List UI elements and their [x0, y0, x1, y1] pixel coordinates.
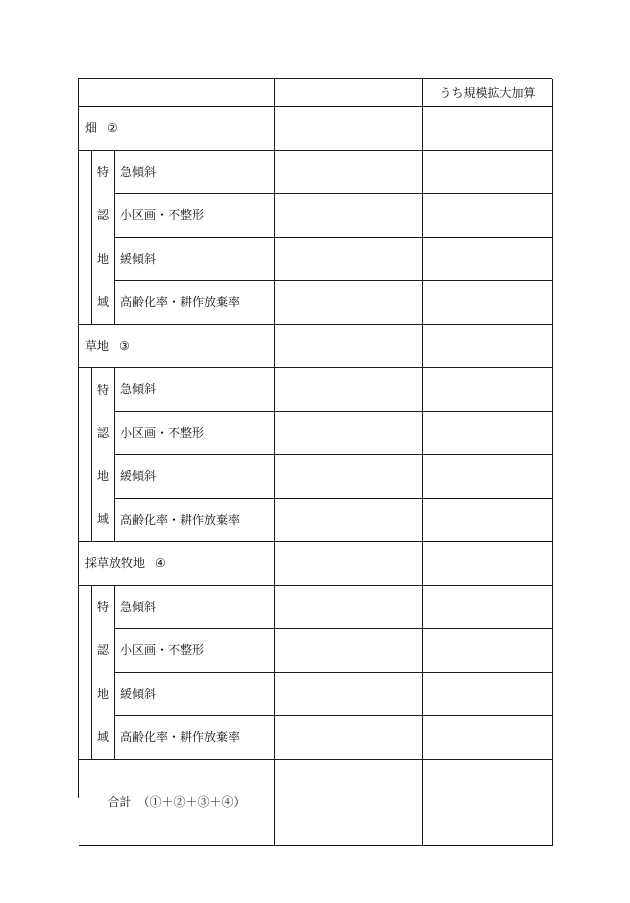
expansion-cell [423, 586, 553, 630]
expansion-cell [423, 629, 553, 673]
expansion-cell [423, 238, 553, 282]
item-label: 小区画・不整形 [120, 643, 205, 658]
total-value-cell [275, 760, 423, 847]
expansion-cell [423, 412, 553, 456]
section-title: 採草放牧地 [85, 556, 146, 571]
section-title-cell [79, 107, 275, 151]
header-value-cell [275, 79, 423, 107]
value-cell [275, 368, 423, 412]
header-expansion-cell [423, 79, 553, 107]
item-label-cell [115, 673, 275, 717]
special-area-side-label [91, 586, 115, 760]
item-label: 急傾斜 [120, 164, 157, 179]
value-cell [275, 673, 423, 717]
item-label-cell [115, 368, 275, 412]
document-page [78, 78, 552, 810]
expansion-cell [423, 107, 553, 151]
side-char: 地 [96, 469, 109, 484]
total-label-cell [79, 760, 275, 847]
area-table [78, 78, 552, 810]
expansion-cell [423, 151, 553, 195]
special-area-side-label [91, 368, 115, 542]
item-label: 緩傾斜 [120, 469, 157, 484]
item-label-cell [115, 586, 275, 630]
value-cell [275, 107, 423, 151]
section-title-cell [79, 542, 275, 586]
item-label-cell [115, 716, 275, 760]
expansion-cell [423, 455, 553, 499]
section-title-cell [79, 325, 275, 369]
value-cell [275, 238, 423, 282]
value-cell [275, 499, 423, 543]
item-label-cell [115, 455, 275, 499]
section-title: 畑 [85, 121, 98, 136]
item-label: 急傾斜 [120, 382, 157, 397]
expansion-cell [423, 325, 553, 369]
value-cell [275, 325, 423, 369]
total-formula: （①＋②＋③＋④） [137, 795, 246, 810]
item-label-cell [115, 238, 275, 282]
special-area-side-label [91, 151, 115, 325]
value-cell [275, 586, 423, 630]
value-cell [275, 542, 423, 586]
item-label-cell [115, 194, 275, 238]
side-char: 特 [96, 600, 109, 615]
item-label: 高齢化率・耕作放棄率 [120, 295, 241, 310]
value-cell [275, 194, 423, 238]
indent-gutter [79, 586, 91, 760]
section-number: ③ [119, 338, 130, 353]
header-expansion-label: うち規模拡大加算 [439, 85, 536, 100]
value-cell [275, 151, 423, 195]
value-cell [275, 629, 423, 673]
expansion-cell [423, 281, 553, 325]
side-char: 域 [96, 294, 109, 309]
expansion-cell [423, 716, 553, 760]
side-char: 域 [96, 512, 109, 527]
item-label-cell [115, 629, 275, 673]
side-char: 地 [96, 251, 109, 266]
indent-gutter [79, 368, 91, 542]
value-cell [275, 716, 423, 760]
item-label: 急傾斜 [120, 599, 157, 614]
side-char: 特 [96, 382, 109, 397]
section-number: ② [107, 121, 118, 136]
value-cell [275, 281, 423, 325]
expansion-cell [423, 194, 553, 238]
item-label: 高齢化率・耕作放棄率 [120, 730, 241, 745]
side-char: 認 [96, 208, 109, 223]
section-title: 草地 [85, 338, 110, 353]
value-cell [275, 412, 423, 456]
expansion-cell [423, 673, 553, 717]
total-label: 合計 [107, 795, 132, 810]
item-label: 緩傾斜 [120, 251, 157, 266]
section-number: ④ [155, 556, 166, 571]
expansion-cell [423, 499, 553, 543]
item-label: 小区画・不整形 [120, 208, 205, 223]
value-cell [275, 455, 423, 499]
item-label-cell [115, 412, 275, 456]
side-char: 特 [96, 165, 109, 180]
expansion-cell [423, 368, 553, 412]
item-label: 小区画・不整形 [120, 425, 205, 440]
side-char: 地 [96, 686, 109, 701]
item-label-cell [115, 151, 275, 195]
header-label-cell [79, 79, 275, 107]
side-char: 認 [96, 643, 109, 658]
item-label-cell [115, 281, 275, 325]
item-label: 高齢化率・耕作放棄率 [120, 512, 241, 527]
total-expansion-cell [423, 760, 553, 847]
side-char: 認 [96, 425, 109, 440]
item-label: 緩傾斜 [120, 686, 157, 701]
side-char: 域 [96, 729, 109, 744]
item-label-cell [115, 499, 275, 543]
indent-gutter [79, 151, 91, 325]
expansion-cell [423, 542, 553, 586]
